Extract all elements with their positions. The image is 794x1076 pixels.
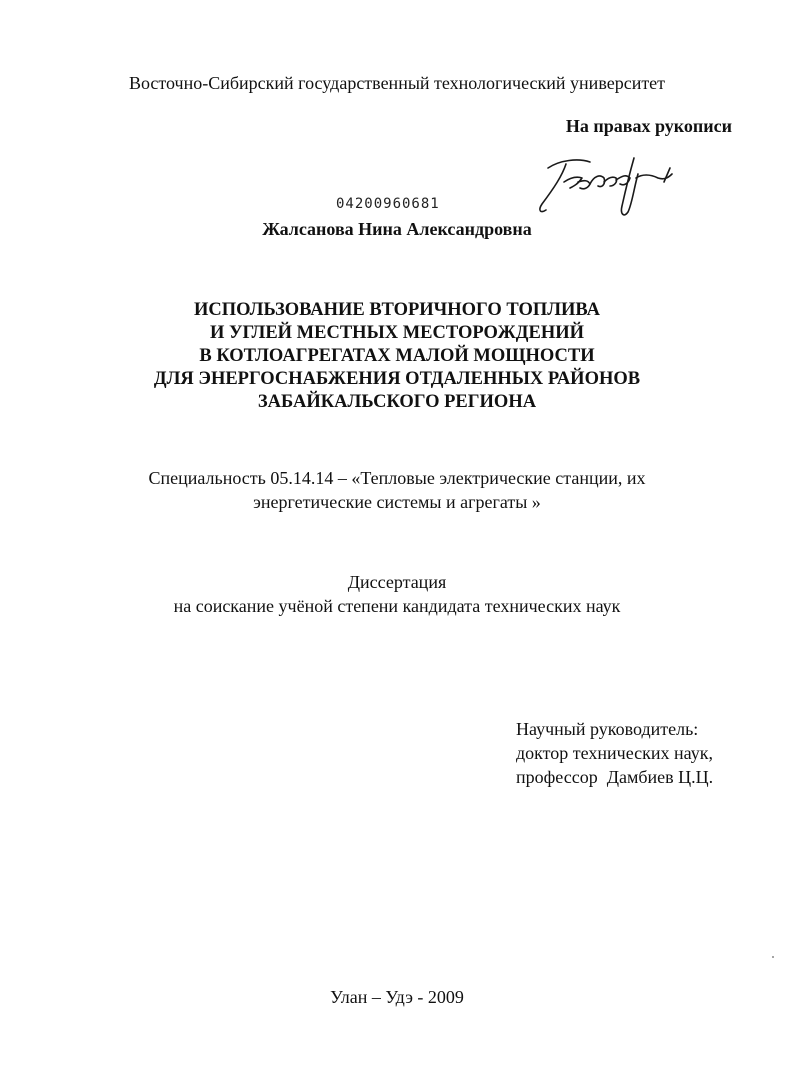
title-line: ДЛЯ ЭНЕРГОСНАБЖЕНИЯ ОТДАЛЕННЫХ РАЙОНОВ: [153, 369, 641, 389]
title-line: ИСПОЛЬЗОВАНИЕ ВТОРИЧНОГО ТОПЛИВА: [194, 300, 600, 320]
place-year: Улан – Удэ - 2009: [330, 987, 464, 1007]
supervisor-name: профессор Дамбиев Ц.Ц.: [516, 767, 714, 787]
author-name: Жалсанова Нина Александровна: [262, 219, 532, 239]
title-line: ЗАБАЙКАЛЬСКОГО РЕГИОНА: [257, 392, 537, 412]
registry-number: 04200960681: [336, 196, 440, 212]
title-line: В КОТЛОАГРЕГАТАХ МАЛОЙ МОЩНОСТИ: [199, 346, 595, 366]
dissertation-title: [0, 299, 794, 414]
manuscript-note: На правах рукописи: [565, 116, 732, 136]
supervisor-label: Научный руководитель:: [516, 719, 699, 739]
degree-description: на соискание учёной степени кандидата технических наук: [173, 596, 621, 616]
scan-speck: [772, 956, 774, 958]
university-name: Восточно-Сибирский государственный технологический университет: [128, 73, 666, 93]
degree-statement: [0, 570, 794, 618]
title-line: И УГЛЕЙ МЕСТНЫХ МЕСТОРОЖДЕНИЙ: [209, 323, 585, 343]
specialty: [0, 466, 794, 514]
specialty-line: энергетические системы и агрегаты »: [253, 492, 541, 512]
supervisor-block: [516, 717, 713, 789]
specialty-line: Специальность 05.14.14 – «Тепловые электрические станции, их: [148, 468, 646, 488]
signature-icon: [530, 138, 680, 228]
supervisor-degree: доктор технических наук,: [516, 743, 713, 763]
degree-label: Диссертация: [347, 572, 447, 592]
